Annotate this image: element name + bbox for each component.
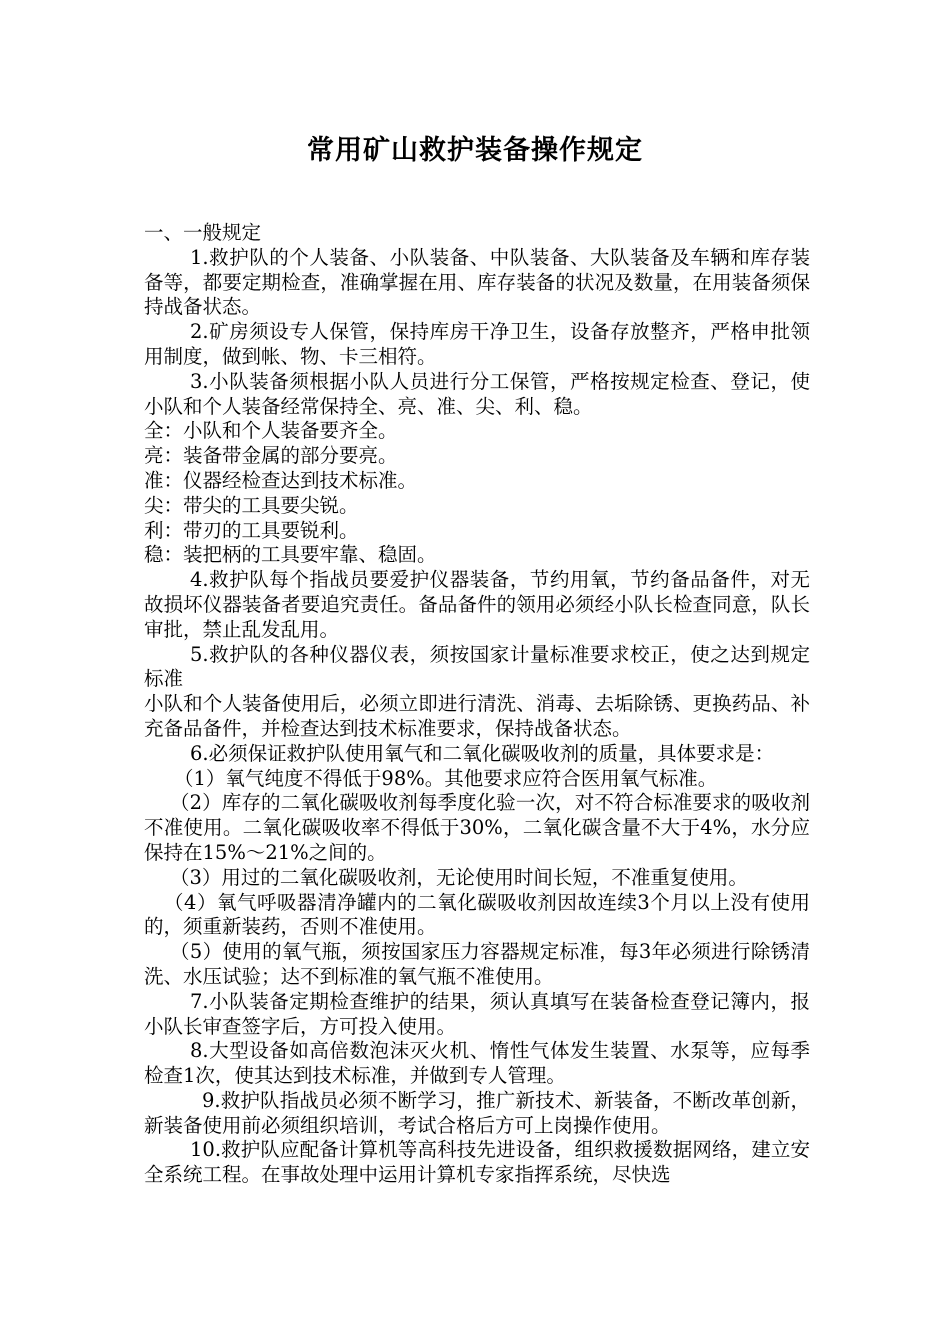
paragraph: 亮：装备带金属的部分要亮。 — [144, 444, 398, 468]
paragraph: 利：带刃的工具要锐利。 — [144, 518, 359, 542]
paragraph: 小队和个人装备使用后，必须立即进行清洗、消毒、去垢除锈、更换药品、补充备品备件，并检查达到技术标准要求，保持战备状态。 — [144, 692, 810, 740]
paragraph: 2.矿房须设专人保管，保持库房干净卫生，设备存放整齐，严格申批领用制度，做到帐、物、卡三相符。 — [144, 320, 810, 368]
paragraph: （4）氧气呼吸器清净罐内的二氧化碳吸收剂因故连续3个月以上没有使用的，须重新装药，否则不准使用。 — [144, 890, 810, 939]
paragraph: （5）使用的氧气瓶，须按国家压力容器规定标准，每3年必须进行除锈清洗、水压试验；达不到标准的氧气瓶不准使用。 — [144, 940, 810, 988]
document-body — [144, 221, 810, 1188]
paragraph: 7.小队装备定期检查维护的结果，须认真填写在装备检查登记簿内，报小队长审查签字后，方可投入使用。 — [144, 989, 810, 1038]
paragraph: 10.救护队应配备计算机等高科技先进设备，组织救援数据网络，建立安全系统工程。在事故处理中运用计算机专家指挥系统，尽快选 — [144, 1138, 810, 1187]
paragraph: （3）用过的二氧化碳吸收剂，无论使用时间长短，不准重复使用。 — [170, 865, 748, 889]
paragraph: 全：小队和个人装备要齐全。 — [144, 419, 398, 443]
paragraph: 5.救护队的各种仪器仪表，须按国家计量标准要求校正，使之达到规定标准 — [144, 642, 810, 691]
paragraph: （1）氧气纯度不得低于98%。其他要求应符合医用氧气标准。 — [174, 766, 718, 790]
paragraph: 9.救护队指战员必须不断学习，推广新技术、新装备，不断改革创新，新装备使用前必须组织培训，考试合格后方可上岗操作使用。 — [144, 1088, 810, 1137]
paragraph: （2）库存的二氧化碳吸收剂每季度化验一次，对不符合标准要求的吸收剂不准使用。二氧化碳吸收率不得低于30%，二氧化碳含量不大于4%，水分应保持在15%～21%之间的。 — [144, 791, 810, 864]
paragraph: 6.必须保证救护队使用氧气和二氧化碳吸收剂的质量，具体要求是： — [190, 741, 775, 765]
paragraph: 准：仪器经检查达到技术标准。 — [144, 468, 418, 492]
paragraph: 3.小队装备须根据小队人员进行分工保管，严格按规定检查、登记，使小队和个人装备经常保持全、亮、准、尖、利、稳。 — [144, 369, 810, 418]
paragraph: 8.大型设备如高倍数泡沫灭火机、惰性气体发生装置、水泵等，应每季检查1次，使其达到技术标准，并做到专人管理。 — [144, 1039, 810, 1088]
paragraph: 1.救护队的个人装备、小队装备、中队装备、大队装备及车辆和库存装备等，都要定期检查，准确掌握在用、库存装备的状况及数量，在用装备须保持战备状态。 — [144, 245, 810, 319]
page-title: 常用矿山救护装备操作规定 — [307, 135, 643, 166]
paragraph: 一、一般规定 — [144, 221, 262, 244]
paragraph: 4.救护队每个指战员要爱护仪器装备，节约用氧，节约备品备件，对无故损坏仪器装备者要追究责任。备品备件的领用必须经小队长检查同意，队长审批，禁止乱发乱用。 — [144, 568, 810, 641]
paragraph: 稳：装把柄的工具要牢靠、稳固。 — [144, 543, 437, 567]
paragraph: 尖：带尖的工具要尖锐。 — [144, 493, 359, 517]
